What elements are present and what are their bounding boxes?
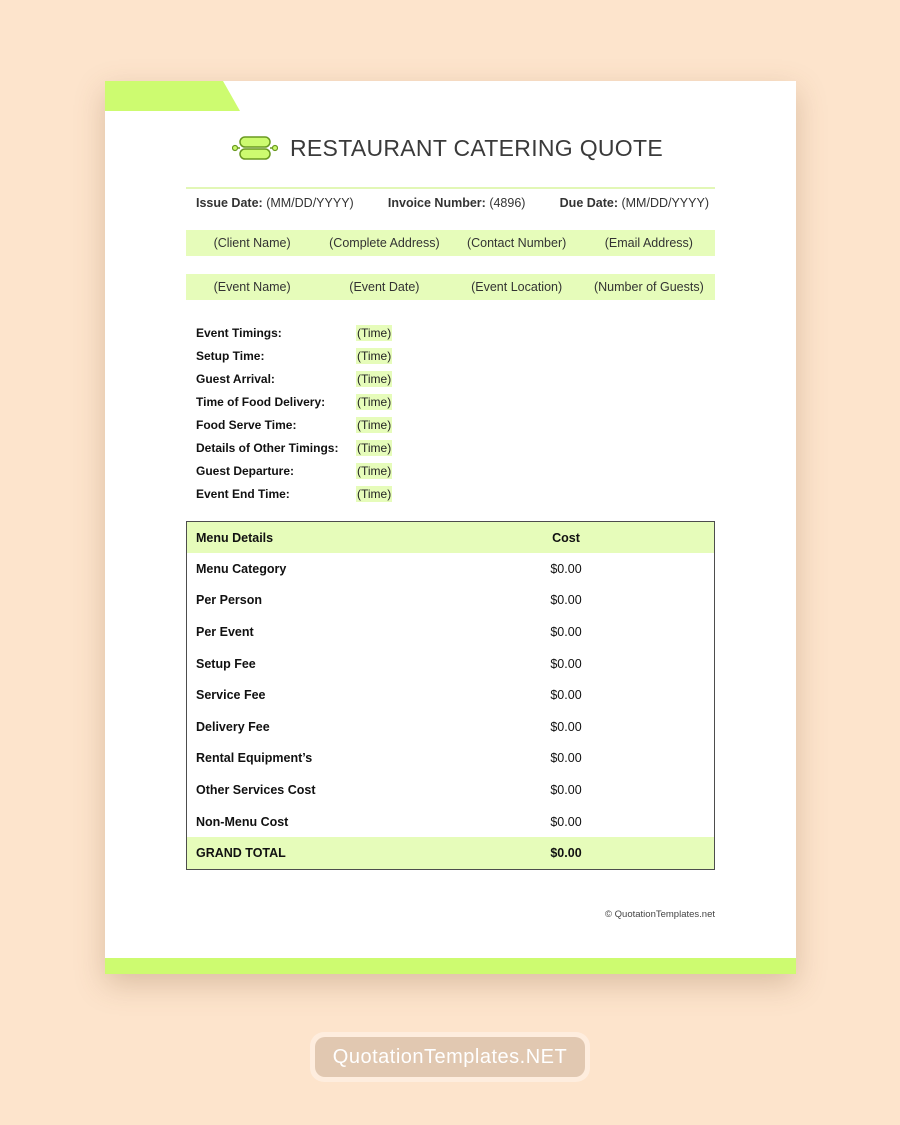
table-row: Menu Category $0.00 (187, 553, 714, 585)
menu-table (186, 521, 715, 870)
info-row (186, 191, 715, 215)
timings-list (196, 321, 496, 505)
catering-tray-icon (232, 135, 278, 161)
cost-cell[interactable]: $0.00 (550, 561, 582, 576)
timing-row: Food Serve Time: (Time) (196, 417, 392, 432)
event-location[interactable]: (Event Location) (471, 280, 563, 294)
table-row: Setup Fee $0.00 (187, 648, 714, 680)
cost-cell[interactable]: $0.00 (550, 814, 582, 829)
table-row: Per Person $0.00 (187, 585, 714, 617)
invoice-number[interactable]: Invoice Number: (4896) (387, 196, 526, 210)
event-band (186, 274, 715, 300)
cost-cell[interactable]: $0.00 (550, 751, 582, 766)
watermark-badge (310, 1032, 590, 1082)
client-name[interactable]: (Client Name) (213, 236, 291, 250)
cost-cell[interactable]: $0.00 (550, 719, 582, 734)
client-contact[interactable]: (Contact Number) (466, 236, 567, 250)
table-row: Rental Equipment’s $0.00 (187, 743, 714, 775)
timing-row: Event Timings: (Time) (196, 325, 392, 340)
timing-value[interactable]: (Time) (357, 486, 392, 501)
timing-row: Guest Arrival: (Time) (196, 371, 392, 386)
event-guests[interactable]: (Number of Guests) (593, 280, 704, 294)
timing-value[interactable]: (Time) (357, 440, 392, 455)
watermark-text: QuotationTemplates.NET (315, 1037, 585, 1077)
timing-row: Time of Food Delivery: (Time) (196, 394, 392, 409)
issue-date[interactable]: Issue Date: (MM/DD/YYYY) (196, 196, 354, 210)
client-email[interactable]: (Email Address) (604, 236, 693, 250)
timing-value[interactable]: (Time) (357, 325, 392, 340)
timing-row: Details of Other Timings: (Time) (196, 440, 392, 455)
divider (186, 187, 715, 189)
timing-row: Event End Time: (Time) (196, 486, 392, 501)
timing-row: Guest Departure: (Time) (196, 463, 392, 478)
table-row: Service Fee $0.00 (187, 679, 714, 711)
event-name[interactable]: (Event Name) (213, 280, 291, 294)
corner-accent (105, 81, 240, 111)
cost-cell[interactable]: $0.00 (550, 782, 582, 797)
table-row: Per Event $0.00 (187, 616, 714, 648)
table-row: Non-Menu Cost $0.00 (187, 806, 714, 838)
grand-total-row: GRAND TOTAL $0.00 (187, 837, 714, 869)
table-row: Other Services Cost $0.00 (187, 774, 714, 806)
client-address[interactable]: (Complete Address) (329, 236, 440, 250)
timing-value[interactable]: (Time) (357, 463, 392, 478)
table-row: Delivery Fee $0.00 (187, 711, 714, 743)
bottom-accent-bar (105, 958, 796, 974)
table-header: Menu Details Cost (187, 522, 714, 553)
due-date[interactable]: Due Date: (MM/DD/YYYY) (559, 196, 709, 210)
grand-total-value[interactable]: $0.00 (550, 846, 582, 861)
page-title: RESTAURANT CATERING QUOTE (290, 134, 663, 161)
timing-row: Setup Time: (Time) (196, 348, 392, 363)
cost-cell[interactable]: $0.00 (550, 593, 582, 608)
cost-cell[interactable]: $0.00 (550, 688, 582, 703)
credit-text: © QuotationTemplates.net (605, 909, 715, 920)
timing-value[interactable]: (Time) (357, 348, 392, 363)
cost-cell[interactable]: $0.00 (550, 656, 582, 671)
timing-value[interactable]: (Time) (357, 417, 392, 432)
timing-value[interactable]: (Time) (357, 394, 392, 409)
client-band (186, 230, 715, 256)
event-date[interactable]: (Event Date) (349, 280, 420, 294)
cost-cell[interactable]: $0.00 (550, 624, 582, 639)
title-row (232, 133, 663, 163)
quote-sheet (105, 81, 796, 974)
timing-value[interactable]: (Time) (357, 371, 392, 386)
